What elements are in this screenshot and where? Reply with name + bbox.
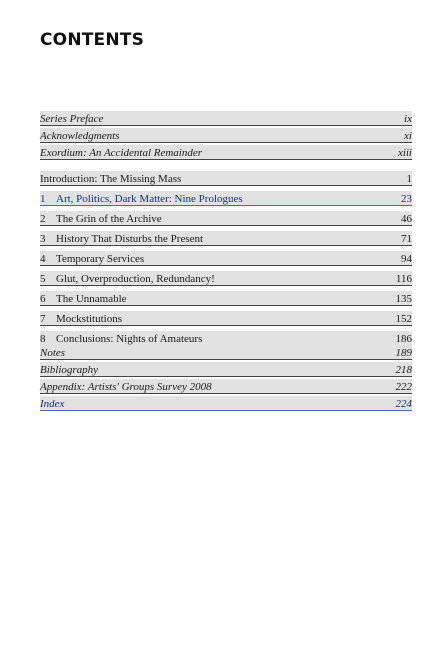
toc-entry-title: Notes <box>40 347 66 359</box>
toc-entry-title: History That Disturbs the Present <box>56 233 204 245</box>
toc-entry-title: Temporary Services <box>56 253 145 265</box>
toc-entry-page: 23 <box>401 193 412 205</box>
toc-entry-acknowledgments[interactable] <box>40 128 412 143</box>
toc-entry-page: 218 <box>395 364 412 376</box>
toc-entry-page: 94 <box>401 253 412 265</box>
toc-entry-notes[interactable] <box>40 345 412 360</box>
toc-entry-title: Index <box>40 398 65 410</box>
toc-entry-title: Glut, Overproduction, Redundancy! <box>56 273 215 285</box>
front-matter-list <box>40 111 412 162</box>
toc-entry-page: 186 <box>395 333 412 345</box>
toc-entry-page: xi <box>404 130 412 142</box>
toc-entry-chapter-3[interactable] <box>40 231 412 246</box>
toc-entry-title: The Grin of the Archive <box>56 213 162 225</box>
toc-entry-page: 116 <box>395 273 412 285</box>
toc-entry-page: xiii <box>397 147 412 159</box>
toc-entry-title: Conclusions: Nights of Amateurs <box>56 333 203 345</box>
toc-entry-series-preface[interactable] <box>40 111 412 126</box>
toc-entry-chapter-5[interactable] <box>40 271 412 286</box>
toc-entry-exordium[interactable] <box>40 145 412 160</box>
toc-entry-chapter-4[interactable] <box>40 251 412 266</box>
back-matter-list <box>40 345 412 413</box>
toc-entry-chapter-2[interactable] <box>40 211 412 226</box>
toc-entry-page: 152 <box>395 313 412 325</box>
toc-entry-page: 71 <box>401 233 412 245</box>
toc-entry-bibliography[interactable] <box>40 362 412 377</box>
chapter-number: 2 <box>40 213 46 225</box>
toc-entry-page: 222 <box>395 381 412 393</box>
chapter-number: 4 <box>40 253 46 265</box>
page-title: CONTENTS <box>40 30 145 50</box>
toc-entry-title: Exordium: An Accidental Remainder <box>40 147 203 159</box>
toc-entry-chapter-1[interactable] <box>40 191 412 206</box>
toc-entry-page: 224 <box>395 398 412 410</box>
toc-entry-title: Bibliography <box>40 364 99 376</box>
toc-entry-index[interactable] <box>40 396 412 411</box>
chapter-number: 6 <box>40 293 46 305</box>
chapter-number: 7 <box>40 313 46 325</box>
toc-entry-title: Introduction: The Missing Mass <box>40 173 182 185</box>
chapter-number: 3 <box>40 233 46 245</box>
chapter-number: 8 <box>40 333 46 345</box>
toc-entry-chapter-8[interactable] <box>40 331 412 346</box>
toc-entry-appendix[interactable] <box>40 379 412 394</box>
chapter-number: 5 <box>40 273 46 285</box>
toc-entry-title: Acknowledgments <box>40 130 120 142</box>
toc-entry-page: 1 <box>406 173 412 185</box>
toc-entry-chapter-7[interactable] <box>40 311 412 326</box>
toc-entry-page: 135 <box>395 293 412 305</box>
chapter-list <box>40 171 412 351</box>
toc-entry-title: Series Preface <box>40 113 104 125</box>
toc-entry-introduction[interactable] <box>40 171 412 186</box>
toc-entry-page: 46 <box>401 213 412 225</box>
toc-entry-title: Art, Politics, Dark Matter: Nine Prologues <box>56 193 243 205</box>
toc-entry-page: ix <box>404 113 412 125</box>
toc-entry-title: Appendix: Artists' Groups Survey 2008 <box>40 381 212 393</box>
toc-entry-title: Mockstitutions <box>56 313 123 325</box>
chapter-number: 1 <box>40 193 46 205</box>
toc-entry-title: The Unnamable <box>56 293 127 305</box>
toc-entry-page: 189 <box>395 347 412 359</box>
toc-entry-chapter-6[interactable] <box>40 291 412 306</box>
